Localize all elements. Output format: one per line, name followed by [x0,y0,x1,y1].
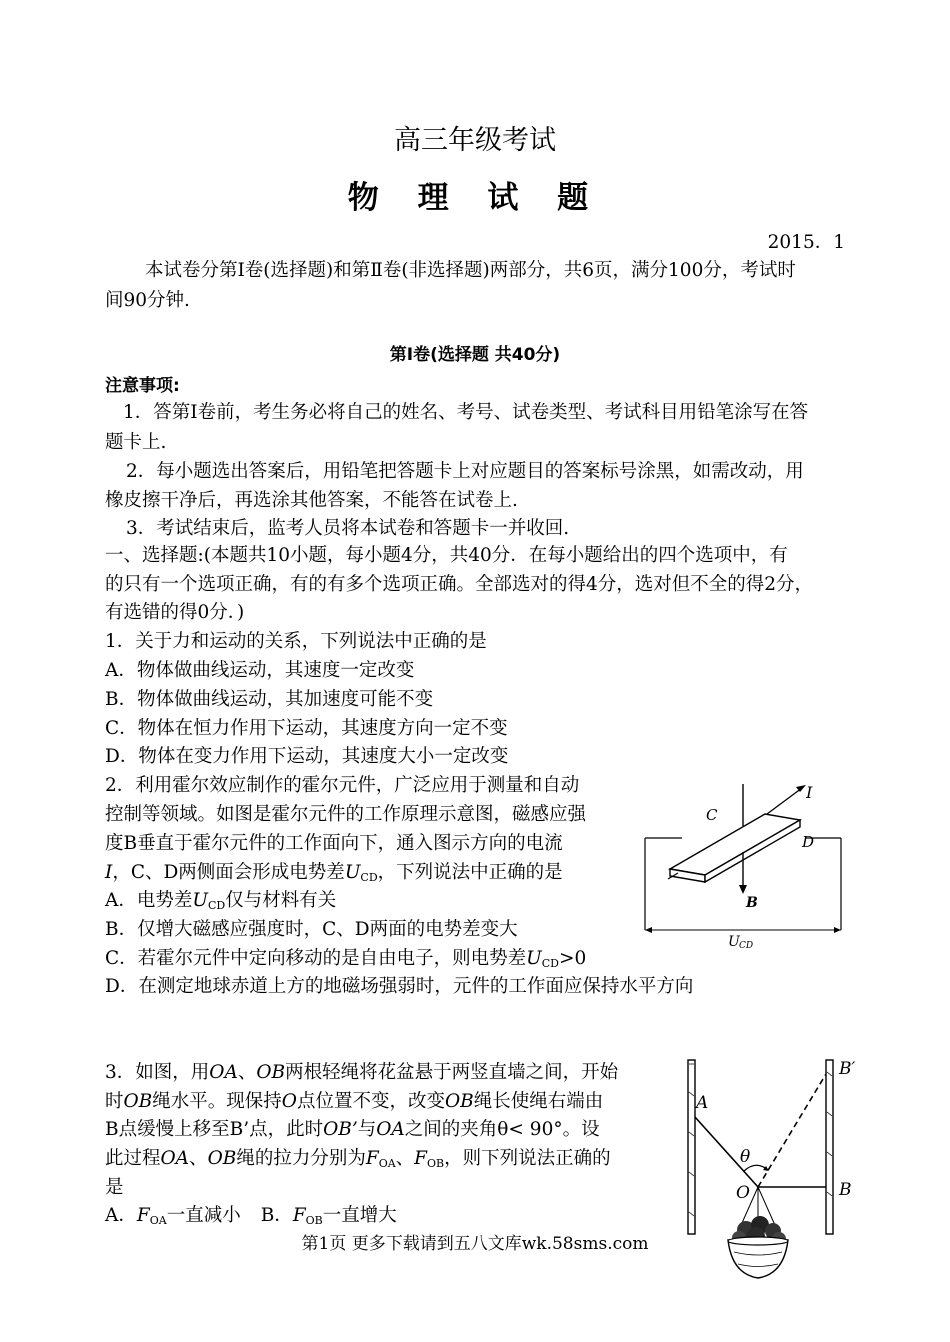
q3-line-3: B点缓慢上移至B’点，此时OB’与OA之间的夹角θ< 90°。设 [105,1119,600,1140]
fig-label-b-prime: B′ [839,1059,856,1079]
intro-line-2: 间90分钟. [105,290,190,311]
flowerpot-figure [676,1052,876,1322]
fig-label-u-sub: CD [739,941,754,951]
instructions-line-c: 有选错的得0分．) [105,602,245,623]
q1-option-d: D．物体在变力作用下运动，其速度大小一定改变 [105,746,509,767]
q1-stem: 1．关于力和运动的关系，下列说法中正确的是 [105,631,487,652]
fig-label-b: B [746,895,758,911]
right-wall [826,1060,833,1234]
exam-date: 2015．1 [767,232,845,253]
note-2-line-b: 橡皮擦干净后，再选涂其他答案，不能答在试卷上. [105,490,518,511]
q3-line-5: 是 [105,1177,124,1198]
page-footer: 第1页 更多下载请到五八文库wk.58sms.com [301,1234,649,1254]
b-field-arrowhead [739,885,747,894]
hall-slab-top [670,814,800,875]
hall-element-figure [640,776,852,952]
instructions-line-a: 一、选择题:(本题共10小题，每小题4分，共40分．在每小题给出的四个选项中，有 [105,545,788,566]
q3-line-2: 时OB绳水平。现保持O点位置不变，改变OB绳长使绳右端由 [105,1091,604,1112]
fig-label-o: O [736,1183,750,1203]
q1-option-b: B．物体做曲线运动，其加速度可能不变 [105,689,434,710]
fig-label-a: A [696,1093,709,1113]
q2-option-a: A．电势差$U_{CD}$仅与材料有关 [105,890,337,912]
q2-option-b: B．仅增大磁感应强度时，C、D两面的电势差变大 [105,919,518,940]
fig-label-theta: θ [740,1147,751,1167]
fig-label-c: C [706,806,718,824]
fig-label-i: I [806,783,813,802]
note-1-line-b: 题卡上. [105,432,167,453]
exam-title: 高三年级考试 [394,125,556,156]
q2-current-symbol: I [105,862,113,883]
instructions-line-b: 的只有一个选项正确，有的有多个选项正确。全部选对的得4分，选对但不全的得2分， [105,574,814,595]
q3-line-1: 3．如图，用OA、OB两根轻绳将花盆悬于两竖直墙之间，开始 [105,1062,619,1083]
note-3: 3．考试结束后，监考人员将本试卷和答题卡一并收回. [126,518,570,539]
fig-label-d: D [802,833,815,851]
q3-options: A．$F_{OA}$一直减小 B．$F_{OB}$一直增大 [105,1205,397,1227]
intro-line-1: 本试卷分第Ⅰ卷(选择题)和第Ⅱ卷(非选择题)两部分，共6页，满分100分，考试时 [145,260,796,281]
q2-stem-a: 2．利用霍尔效应制作的霍尔元件，广泛应用于测量和自动 [105,775,580,796]
fig-label-b: B [839,1180,852,1200]
q2-option-c: C．若霍尔元件中定向移动的是自由电子，则电势差$U_{CD}>0$ [105,948,587,970]
q2-stem-b: 控制等领域。如图是霍尔元件的工作原理示意图，磁感应强 [105,804,587,825]
q3-line-4: 此过程OA、OB绳的拉力分别为$F_{OA}$、$F_{OB}$，则下列说法正确的 [105,1148,611,1170]
q1-option-a: A．物体做曲线运动，其速度一定改变 [105,660,415,681]
left-wall [688,1060,695,1234]
q1-option-c: C．物体在恒力作用下运动，其速度方向一定不变 [105,718,508,739]
subject-title: 物 理 试 题 [347,180,603,216]
notes-label: 注意事项: [105,376,180,396]
section-heading: 第Ⅰ卷(选择题 共40分) [389,345,561,365]
q2-stem-d: I，C、D两侧面会形成电势差$U_{CD}$，下列说法中正确的是 [105,862,563,884]
current-arrow [767,788,802,814]
q2-stem-c: 度B垂直于霍尔元件的工作面向下，通入图示方向的电流 [105,833,563,854]
fig-label-u: U [728,934,740,950]
note-1-line-a: 1．答第Ⅰ卷前，考生务必将自己的姓名、考号、试卷类型、考试科目用铅笔涂写在答 [123,402,809,423]
note-2-line-a: 2．每小题选出答案后，用铅笔把答题卡上对应题目的答案标号涂黑，如需改动，用 [126,461,804,482]
q2-option-d: D．在测定地球赤道上方的地磁场强弱时，元件的工作面应保持水平方向 [105,976,694,997]
